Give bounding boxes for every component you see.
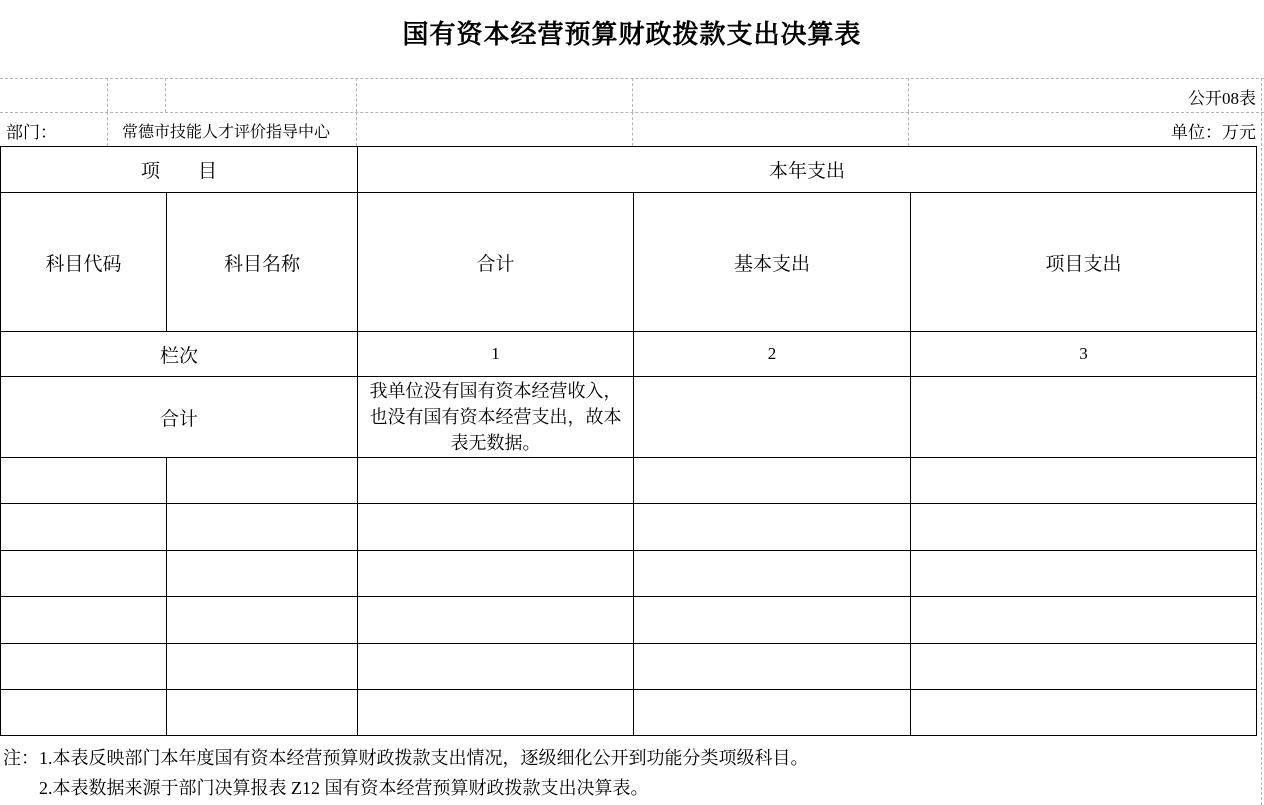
gridline-vertical [632,112,633,146]
header-subject-code: 科目代码 [45,253,122,275]
empty-cell [1,644,166,689]
empty-cell [633,551,910,596]
empty-cell [166,504,357,550]
empty-cell [166,644,357,689]
header-item-group: 项 目 [140,161,217,182]
total-row-label: 合计 [159,408,198,430]
empty-cell [357,644,633,689]
page-title: 国有资本经营预算财政拨款支出决算表 [402,20,862,49]
no-data-note-line: 表无数据。 [450,433,541,453]
empty-cell [910,644,1256,689]
empty-row [1,458,1256,504]
gridline-vertical [1261,78,1262,805]
total-row [1,377,1256,458]
table-header-row-2 [1,193,1256,332]
empty-row [1,597,1256,644]
empty-row [1,551,1256,597]
column-index-1: 1 [357,332,633,376]
empty-cell [633,597,910,643]
empty-cell [357,458,633,503]
empty-row [1,690,1256,735]
column-index-row [1,332,1256,377]
column-index-3: 3 [910,332,1256,376]
empty-cell [357,690,633,735]
note-line-2: 2.本表数据来源于部门决算报表 Z12 国有资本经营预算财政拨款支出决算表。 [39,778,649,798]
column-index-2: 2 [633,332,910,376]
empty-cell [1,458,166,503]
gridline-vertical [908,78,909,112]
gridline-vertical [632,78,633,112]
column-index-label: 栏次 [159,345,198,367]
note-line-1: 注：1.本表反映部门本年度国有资本经营预算财政拨款支出情况，逐级细化公开到功能分类项级科目。 [3,748,809,768]
unit-label: 单位：万元 [1171,123,1256,142]
empty-cell [633,644,910,689]
empty-row [1,504,1256,551]
empty-cell [357,597,633,643]
header-total: 合计 [357,193,633,331]
empty-cell [910,690,1256,735]
gridline-vertical [356,78,357,112]
department-label: 部门： [6,123,57,142]
no-data-note-line: 也没有国有资本经营支出，故本 [369,407,622,427]
empty-cell [910,377,1256,457]
empty-cell [1,551,166,596]
empty-cell [1,597,166,643]
department-name: 常德市技能人才评价指导中心 [122,124,331,141]
gridline-vertical [356,112,357,146]
header-basic-expenditure: 基本支出 [633,193,910,331]
gridline-vertical [107,78,108,112]
table-header-row-1 [1,147,1256,193]
empty-cell [166,551,357,596]
no-data-note-line: 我单位没有国有资本经营收入， [369,381,622,401]
empty-cell [910,458,1256,503]
empty-cell [633,458,910,503]
gridline-vertical [165,78,166,112]
empty-cell [1,690,166,735]
empty-cell [357,504,633,550]
empty-cell [357,551,633,596]
empty-cell [1,504,166,550]
header-current-year-expenditure: 本年支出 [357,147,1256,192]
empty-cell [166,690,357,735]
empty-cell [166,597,357,643]
report-table [0,146,1257,736]
empty-cell [166,458,357,503]
header-subject-name: 科目名称 [166,193,357,331]
no-data-note [357,377,633,457]
empty-cell [910,597,1256,643]
gridline-vertical [107,112,108,146]
empty-cell [910,551,1256,596]
empty-cell [633,690,910,735]
sheet-number-label: 公开08表 [1188,89,1256,108]
gridline-vertical [908,112,909,146]
empty-cell [910,504,1256,550]
empty-row [1,644,1256,690]
header-project-expenditure: 项目支出 [910,193,1256,331]
empty-cell [633,377,910,457]
empty-cell [633,504,910,550]
